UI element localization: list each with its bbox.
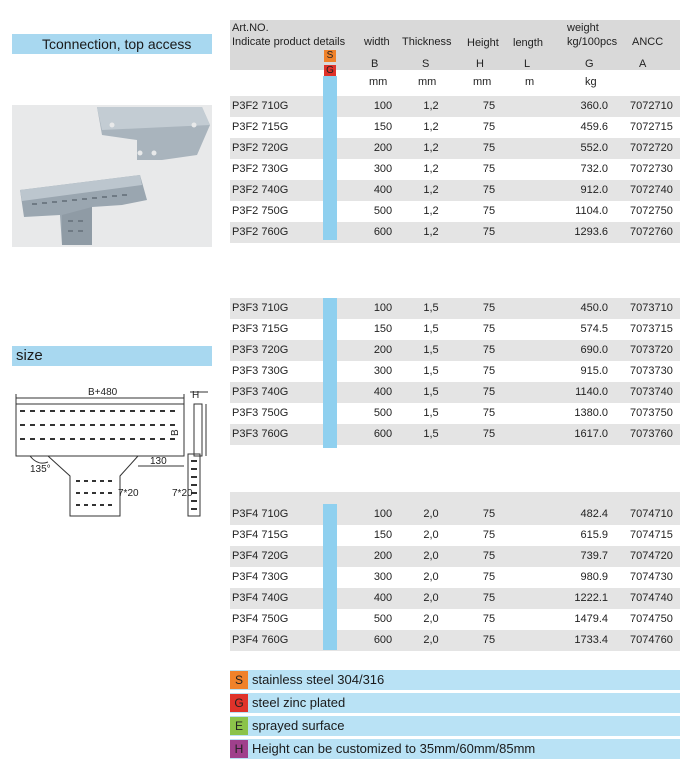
header-width: width (364, 36, 390, 48)
ancc-cell: 7072750 (630, 205, 673, 217)
art-no-cell: P3F4 715G (232, 529, 289, 541)
table-row (230, 424, 680, 445)
weight-cell: 915.0 (580, 365, 608, 377)
ancc-cell: 7072720 (630, 142, 673, 154)
weight-cell: 1293.6 (574, 226, 608, 238)
header-ancc: ANCC (632, 36, 664, 48)
sym-s: S (422, 58, 430, 70)
width-cell: 400 (373, 386, 393, 398)
table-row (230, 630, 680, 651)
width-cell: 600 (373, 428, 393, 440)
weight-cell: 1733.4 (574, 634, 608, 646)
header-weight: weight (567, 22, 599, 34)
size-label: size (16, 347, 43, 364)
weight-cell: 482.4 (580, 508, 608, 520)
width-cell: 100 (373, 508, 393, 520)
table-row (230, 201, 680, 222)
sym-h: H (476, 58, 484, 70)
size-label-bar (12, 346, 212, 366)
art-no-cell: P3F2 710G (232, 100, 289, 112)
legend-badge: G (230, 694, 248, 712)
weight-cell: 615.9 (580, 529, 608, 541)
art-no-cell: P3F2 730G (232, 163, 289, 175)
height-cell: 75 (482, 142, 496, 154)
finish-stripe-1 (323, 76, 337, 240)
ancc-cell: 7072740 (630, 184, 673, 196)
height-cell: 75 (482, 323, 496, 335)
weight-cell: 552.0 (580, 142, 608, 154)
ancc-cell: 7072760 (630, 226, 673, 238)
thickness-cell: 1,2 (423, 100, 439, 112)
unit-s: mm (418, 76, 437, 88)
ancc-cell: 7074720 (630, 550, 673, 562)
finish-stripe-3 (323, 504, 337, 650)
sym-l: L (524, 58, 531, 70)
unit-g: kg (585, 76, 597, 88)
art-no-cell: P3F3 730G (232, 365, 289, 377)
width-cell: 200 (373, 142, 393, 154)
width-cell: 400 (373, 184, 393, 196)
ancc-cell: 7073715 (630, 323, 673, 335)
ancc-cell: 7073750 (630, 407, 673, 419)
height-cell: 75 (482, 571, 496, 583)
width-cell: 500 (373, 205, 393, 217)
art-no-cell: P3F2 740G (232, 184, 289, 196)
legend-badge: H (230, 740, 248, 758)
art-no-cell: P3F3 715G (232, 323, 289, 335)
finish-stripe-2 (323, 298, 337, 448)
header-height: Height (467, 37, 499, 49)
product-title-bar (12, 34, 212, 54)
ancc-cell: 7074715 (630, 529, 673, 541)
badge-s-label: S (326, 50, 334, 61)
table-row (230, 222, 680, 243)
product-title: Tconnection, top access (42, 36, 192, 52)
ancc-cell: 7074730 (630, 571, 673, 583)
table-row (230, 298, 680, 319)
thickness-cell: 2,0 (423, 571, 439, 583)
legend-item-e (230, 716, 680, 736)
width-cell: 600 (373, 634, 393, 646)
height-cell: 75 (482, 550, 496, 562)
legend-text: steel zinc plated (252, 695, 346, 710)
art-no-cell: P3F2 750G (232, 205, 289, 217)
dim-720a: 7*20 (118, 488, 139, 499)
badge-s (324, 50, 336, 62)
height-cell: 75 (482, 386, 496, 398)
height-cell: 75 (482, 205, 496, 217)
weight-cell: 732.0 (580, 163, 608, 175)
legend-item-h (230, 739, 680, 759)
ancc-cell: 7074710 (630, 508, 673, 520)
art-no-cell: P3F3 720G (232, 344, 289, 356)
weight-cell: 980.9 (580, 571, 608, 583)
thickness-cell: 1,2 (423, 184, 439, 196)
height-cell: 75 (482, 428, 496, 440)
header-thickness: Thickness (402, 36, 452, 48)
table-row (230, 117, 680, 138)
height-cell: 75 (482, 302, 496, 314)
table-row (230, 403, 680, 424)
ancc-cell: 7073720 (630, 344, 673, 356)
width-cell: 500 (373, 613, 393, 625)
weight-cell: 739.7 (580, 550, 608, 562)
thickness-cell: 1,2 (423, 163, 439, 175)
art-no-cell: P3F2 720G (232, 142, 289, 154)
height-cell: 75 (482, 100, 496, 112)
ancc-cell: 7072715 (630, 121, 673, 133)
weight-cell: 360.0 (580, 100, 608, 112)
height-cell: 75 (482, 592, 496, 604)
table-row (230, 382, 680, 403)
width-cell: 600 (373, 226, 393, 238)
thickness-cell: 1,5 (423, 386, 439, 398)
ancc-cell: 7073740 (630, 386, 673, 398)
table-row (230, 159, 680, 180)
thickness-cell: 1,2 (423, 226, 439, 238)
sym-g: G (585, 58, 594, 70)
art-no-cell: P3F4 730G (232, 571, 289, 583)
thickness-cell: 2,0 (423, 508, 439, 520)
weight-cell: 1104.0 (575, 205, 608, 217)
height-cell: 75 (482, 226, 496, 238)
weight-cell: 690.0 (580, 344, 608, 356)
height-cell: 75 (482, 163, 496, 175)
width-cell: 300 (373, 365, 393, 377)
height-cell: 75 (482, 529, 496, 541)
width-cell: 300 (373, 571, 393, 583)
ancc-cell: 7072710 (630, 100, 673, 112)
thickness-cell: 2,0 (423, 613, 439, 625)
dim-angle: 135° (30, 464, 51, 475)
thickness-cell: 2,0 (423, 529, 439, 541)
thickness-cell: 1,5 (423, 365, 439, 377)
weight-cell: 1617.0 (574, 428, 608, 440)
art-no-cell: P3F3 750G (232, 407, 289, 419)
unit-b: mm (369, 76, 388, 88)
art-no-cell: P3F4 750G (232, 613, 289, 625)
ancc-cell: 7074750 (630, 613, 673, 625)
weight-cell: 1222.1 (574, 592, 608, 604)
width-cell: 400 (373, 592, 393, 604)
dim-h: H (192, 390, 200, 401)
height-cell: 75 (482, 121, 496, 133)
table-row (230, 546, 680, 567)
table-row (230, 180, 680, 201)
dim-130: 130 (150, 456, 167, 467)
height-cell: 75 (482, 613, 496, 625)
header-length: length (513, 37, 543, 49)
ancc-cell: 7073730 (630, 365, 673, 377)
width-cell: 150 (373, 323, 393, 335)
art-no-cell: P3F4 760G (232, 634, 289, 646)
thickness-cell: 1,2 (423, 142, 439, 154)
art-no-cell: P3F3 760G (232, 428, 289, 440)
ancc-cell: 7074760 (630, 634, 673, 646)
table-spacer (230, 492, 680, 504)
weight-cell: 912.0 (580, 184, 608, 196)
thickness-cell: 1,2 (423, 121, 439, 133)
unit-l: m (525, 76, 535, 88)
width-cell: 200 (373, 344, 393, 356)
height-cell: 75 (482, 344, 496, 356)
height-cell: 75 (482, 407, 496, 419)
dim-720b: 7*20 (172, 488, 193, 499)
table-row (230, 361, 680, 382)
height-cell: 75 (482, 508, 496, 520)
weight-cell: 1380.0 (574, 407, 608, 419)
sym-b: B (371, 58, 379, 70)
art-no-cell: P3F2 760G (232, 226, 289, 238)
art-no-cell: P3F3 710G (232, 302, 289, 314)
height-cell: 75 (482, 634, 496, 646)
dimension-drawing (8, 384, 220, 524)
unit-h: mm (473, 76, 492, 88)
table-row (230, 319, 680, 340)
art-no-cell: P3F4 710G (232, 508, 289, 520)
art-no-cell: P3F4 740G (232, 592, 289, 604)
thickness-cell: 2,0 (423, 592, 439, 604)
table-row (230, 588, 680, 609)
thickness-cell: 1,5 (423, 344, 439, 356)
width-cell: 100 (373, 302, 393, 314)
thickness-cell: 1,5 (423, 323, 439, 335)
weight-cell: 1479.4 (574, 613, 608, 625)
width-cell: 150 (373, 121, 393, 133)
ancc-cell: 7074740 (630, 592, 673, 604)
art-no-cell: P3F3 740G (232, 386, 289, 398)
legend-text: sprayed surface (252, 718, 345, 733)
width-cell: 500 (373, 407, 393, 419)
thickness-cell: 2,0 (423, 550, 439, 562)
art-no-cell: P3F4 720G (232, 550, 289, 562)
ancc-cell: 7073760 (630, 428, 673, 440)
weight-cell: 450.0 (580, 302, 608, 314)
sym-a: A (639, 58, 647, 70)
weight-cell: 459.6 (580, 121, 608, 133)
table-row (230, 96, 680, 117)
table-row (230, 609, 680, 630)
thickness-cell: 1,5 (423, 302, 439, 314)
table-row (230, 340, 680, 361)
ancc-cell: 7073710 (630, 302, 673, 314)
width-cell: 300 (373, 163, 393, 175)
table-header (230, 20, 680, 95)
thickness-cell: 1,5 (423, 407, 439, 419)
dim-b: B (170, 429, 181, 436)
width-cell: 200 (373, 550, 393, 562)
ancc-cell: 7072730 (630, 163, 673, 175)
dim-b480: B+480 (88, 387, 118, 398)
product-photo (12, 105, 212, 247)
table-row (230, 525, 680, 546)
weight-cell: 1140.0 (575, 386, 608, 398)
table-row (230, 504, 680, 525)
legend-text: Height can be customized to 35mm/60mm/85mm (252, 741, 536, 756)
height-cell: 75 (482, 365, 496, 377)
header-indicate: Indicate product details (232, 36, 346, 48)
art-no-cell: P3F2 715G (232, 121, 289, 133)
header-weight-unit: kg/100pcs (567, 36, 618, 48)
table-row (230, 138, 680, 159)
table-row (230, 567, 680, 588)
width-cell: 150 (373, 529, 393, 541)
legend-text: stainless steel 304/316 (252, 672, 385, 687)
thickness-cell: 1,5 (423, 428, 439, 440)
weight-cell: 574.5 (580, 323, 608, 335)
legend-item-g (230, 693, 680, 713)
height-cell: 75 (482, 184, 496, 196)
legend-badge: S (230, 671, 248, 689)
width-cell: 100 (373, 100, 393, 112)
header-artno: Art.NO. (232, 22, 269, 34)
thickness-cell: 1,2 (423, 205, 439, 217)
thickness-cell: 2,0 (423, 634, 439, 646)
legend-badge: E (230, 717, 248, 735)
badge-g-label: G (326, 65, 334, 76)
legend-item-s (230, 670, 680, 690)
